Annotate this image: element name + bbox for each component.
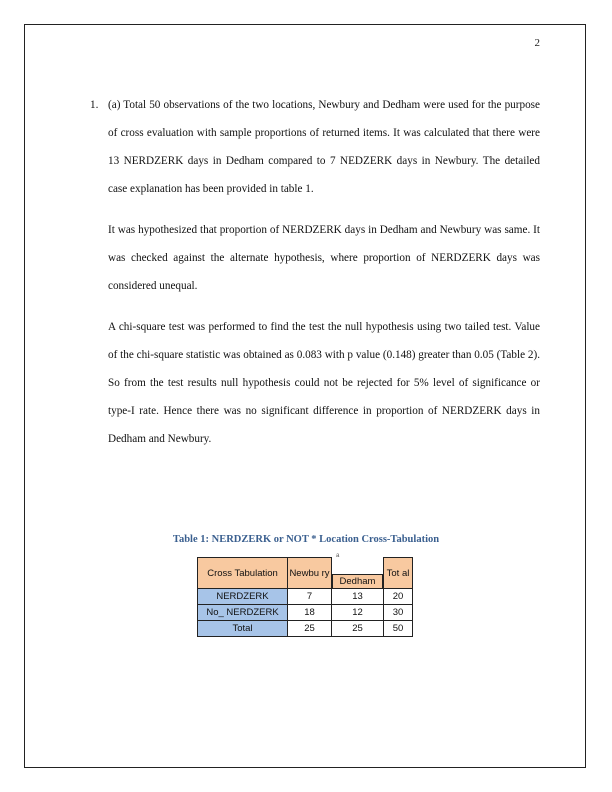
cell-nerdzerk-dedham: 13: [332, 589, 384, 605]
page-number: 2: [534, 37, 540, 49]
cross-tabulation-table: [197, 557, 413, 637]
paragraph-hypothesis: It was hypothesized that proportion of NERDZERK days in Dedham and Newbury was same. It was checked against the alternate hypothesis, where proportion of NERDZERK days was considered unequal.: [108, 224, 540, 292]
list-marker: 1.: [90, 99, 99, 111]
cell-no-nerdzerk-newbury: 18: [288, 605, 332, 621]
header-dedham-label: Dedham: [332, 574, 383, 588]
cell-total-total: 50: [384, 621, 413, 637]
header-total: Tot al: [384, 558, 413, 589]
cell-total-newbury: 25: [288, 621, 332, 637]
cell-nerdzerk-total: 20: [384, 589, 413, 605]
header-cross-tabulation: Cross Tabulation: [198, 558, 288, 589]
cell-no-nerdzerk-dedham: 12: [332, 605, 384, 621]
row-label-nerdzerk: NERDZERK: [198, 589, 288, 605]
header-dedham: [332, 558, 384, 589]
paragraph-observations: (a) Total 50 observations of the two locations, Newbury and Dedham were used for the purpose of cross evaluation with sample proportions of returned items. It was calculated that there were 13 NERDZERK days in Dedham compared to 7 NEDZERK days in Newbury. The detailed case explanation has been provided in table 1.: [108, 99, 540, 195]
cell-nerdzerk-newbury: 7: [288, 589, 332, 605]
header-newbury: Newbu ry: [288, 558, 332, 589]
table-footnote-mark: a: [336, 553, 340, 559]
table-row: [198, 621, 413, 637]
row-label-no-nerdzerk: No_ NERDZERK: [198, 605, 288, 621]
table-row: [198, 589, 413, 605]
table-caption: Table 1: NERDZERK or NOT * Location Cross-Tabulation: [172, 534, 440, 545]
table-row: [198, 605, 413, 621]
paragraph-chi-square: A chi-square test was performed to find the test the null hypothesis using two tailed test. Value of the chi-square statistic was obtained as 0.083 with p value (0.148) greater than 0.05 (Table 2). So from the test results null hypothesis could not be rejected for 5% level of significance or type-I rate. Hence there was no significant difference in proportion of NERDZERK days in Dedham and Newbury.: [108, 321, 540, 445]
table-header-row: [198, 558, 413, 589]
cell-total-dedham: 25: [332, 621, 384, 637]
row-label-total: Total: [198, 621, 288, 637]
cell-no-nerdzerk-total: 30: [384, 605, 413, 621]
